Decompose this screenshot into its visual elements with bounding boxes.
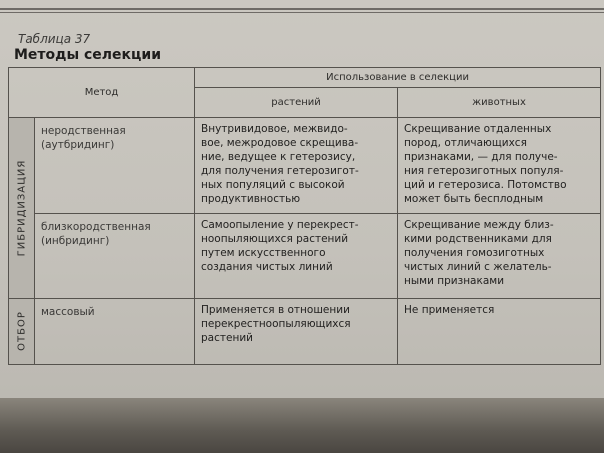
group-label-selection: ОТБОР (16, 311, 27, 352)
method-cell: близкородственная (инбридинг) (35, 214, 195, 298)
plants-cell: Внутривидовое, межвидо- вое, межродовое скрещива- ние, ведущее к гетерозису, для получения гетерозигот- ных популяций с высокой продуктивностью (195, 118, 398, 214)
table-number: Таблица 37 (18, 32, 91, 46)
table-row (9, 118, 601, 214)
group-label-hybridization: ГИБРИДИЗАЦИЯ (16, 159, 27, 257)
header-usage: Использование в селекции (195, 68, 601, 88)
plants-cell: Самоопыление у перекрест- ноопыляющихся растений путем искусственного создания чистых линий (195, 214, 398, 298)
table-title: Методы селекции (14, 47, 162, 63)
table-row (9, 214, 601, 298)
group-selection (9, 298, 35, 364)
selection-methods-table (8, 67, 601, 365)
header-animals: животных (398, 88, 601, 118)
group-hybridization (9, 118, 35, 299)
method-cell: неродственная (аутбридинг) (35, 118, 195, 214)
header-plants: растений (195, 88, 398, 118)
header-method: Метод (9, 68, 195, 118)
top-rule (0, 8, 604, 10)
animals-cell: Скрещивание отдаленных пород, отличающихся признаками, — для получе- ния гетерозиготных популя- ций и гетерозиса. Потомство может быть бесплодным (398, 118, 601, 214)
animals-cell: Скрещивание между близ- кими родственниками для получения гомозиготных чистых линий с желатель- ными признаками (398, 214, 601, 298)
plants-cell: Применяется в отношении перекрестноопыляющихся растений (195, 298, 398, 364)
method-cell: массовый (35, 298, 195, 364)
top-rule-thin (0, 12, 604, 13)
table-row (9, 298, 601, 364)
page-edge-shadow (0, 398, 604, 453)
animals-cell: Не применяется (398, 298, 601, 364)
